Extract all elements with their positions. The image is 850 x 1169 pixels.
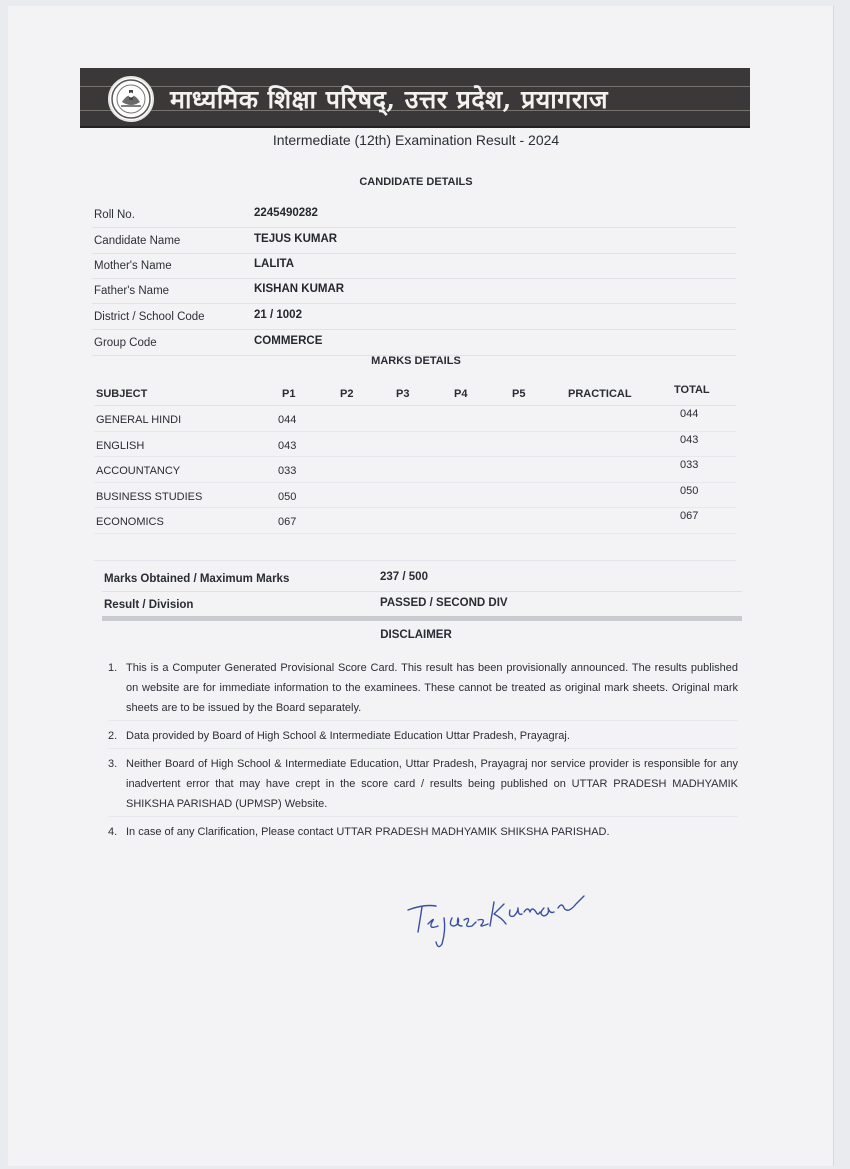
field-value: LALITA (254, 258, 295, 270)
subject-cell: ECONOMICS (96, 516, 164, 528)
table-row (94, 508, 736, 534)
list-item (108, 658, 738, 721)
p1-cell: 033 (278, 465, 297, 477)
table-row (94, 483, 736, 509)
marks-obtained-row (102, 566, 742, 592)
marks-obtained-value: 237 / 500 (380, 571, 428, 583)
item-number: 3. (108, 758, 118, 770)
field-label: District / School Code (94, 311, 205, 323)
field-value: 21 / 1002 (254, 309, 302, 321)
divider (94, 560, 736, 561)
field-label: Mother's Name (94, 260, 172, 272)
candidate-signature (406, 888, 596, 952)
list-item (108, 726, 738, 749)
column-header-p1: P1 (282, 388, 296, 400)
roll-number-row (92, 202, 736, 228)
column-header-subject: SUBJECT (96, 388, 148, 400)
disclaimer-list (108, 658, 738, 849)
total-cell: 043 (680, 433, 699, 446)
list-item (108, 822, 738, 844)
total-cell: 067 (680, 510, 699, 522)
board-banner (80, 68, 750, 128)
candidate-name-row (92, 228, 736, 254)
subject-cell: ENGLISH (96, 439, 145, 452)
field-label: Father's Name (94, 285, 170, 297)
marks-obtained-label: Marks Obtained / Maximum Marks (104, 573, 290, 585)
item-number: 2. (108, 730, 118, 742)
father-name-row (92, 278, 736, 304)
section-divider (102, 616, 742, 621)
table-row (94, 406, 736, 432)
p1-cell: 067 (278, 516, 297, 528)
p1-cell: 050 (278, 490, 297, 503)
field-value: 2245490282 (254, 207, 318, 219)
total-cell: 050 (680, 484, 699, 497)
district-school-code-row (92, 304, 736, 330)
board-name-hindi: माध्यमिक शिक्षा परिषद्, उत्तर प्रदेश, प्रयागराज (170, 85, 609, 114)
result-division-row (102, 592, 742, 618)
subject-cell: ACCOUNTANCY (96, 465, 181, 477)
result-label: Result / Division (104, 599, 194, 611)
marks-table-header (94, 378, 736, 406)
marks-table (94, 378, 736, 534)
field-label: Candidate Name (94, 235, 181, 247)
field-value: KISHAN KUMAR (254, 283, 345, 295)
field-value: TEJUS KUMAR (254, 233, 338, 245)
item-number: 4. (108, 826, 118, 838)
table-row (94, 432, 736, 458)
column-header-p2: P2 (340, 388, 354, 400)
list-item (108, 754, 738, 817)
disclaimer-heading: DISCLAIMER (380, 629, 452, 641)
exam-title: Intermediate (12th) Examination Result - 2024 (272, 132, 560, 148)
mother-name-row (92, 253, 736, 279)
total-cell: 033 (680, 459, 699, 471)
subject-cell: BUSINESS STUDIES (96, 490, 203, 503)
field-value: COMMERCE (254, 335, 323, 347)
document-page (8, 6, 834, 1166)
item-text: In case of any Clarification, Please contact UTTAR PRADESH MADHYAMIK SHIKSHA PARISHAD. (126, 826, 610, 838)
group-code-row (92, 330, 736, 356)
p1-cell: 044 (278, 414, 297, 426)
field-label: Roll No. (94, 209, 135, 221)
marks-details-heading: MARKS DETAILS (371, 355, 461, 367)
column-header-p3: P3 (396, 388, 410, 400)
result-value: PASSED / SECOND DIV (380, 597, 508, 609)
item-number: 1. (108, 662, 118, 674)
field-label: Group Code (94, 337, 157, 349)
item-text: This is a Computer Generated Provisional Score Card. This result has been provisionally announced. The results published on website are for immediate information to the examinees. These cannot be treated as original mark sheets. Original mark sheets are to be issued by the Board separately. (126, 662, 738, 714)
table-row (94, 457, 736, 483)
total-cell: 044 (680, 408, 699, 420)
column-header-p5: P5 (512, 388, 526, 400)
column-header-p4: P4 (454, 388, 468, 400)
up-government-emblem-icon (108, 76, 154, 122)
candidate-details-heading: CANDIDATE DETAILS (359, 176, 473, 188)
subject-cell: GENERAL HINDI (96, 414, 182, 426)
column-header-practical: PRACTICAL (568, 388, 632, 400)
item-text: Neither Board of High School & Intermediate Education, Uttar Pradesh, Prayagraj nor service provider is responsible for any inadvertent error that may have crept in the score card / results being published on UTTAR PRADESH MADHYAMIK SHIKSHA PARISHAD (UPMSP) Website. (126, 758, 738, 810)
column-header-total: TOTAL (674, 384, 710, 396)
item-text: Data provided by Board of High School & Intermediate Education Uttar Pradesh, Prayagraj. (126, 730, 570, 742)
p1-cell: 043 (278, 439, 297, 452)
